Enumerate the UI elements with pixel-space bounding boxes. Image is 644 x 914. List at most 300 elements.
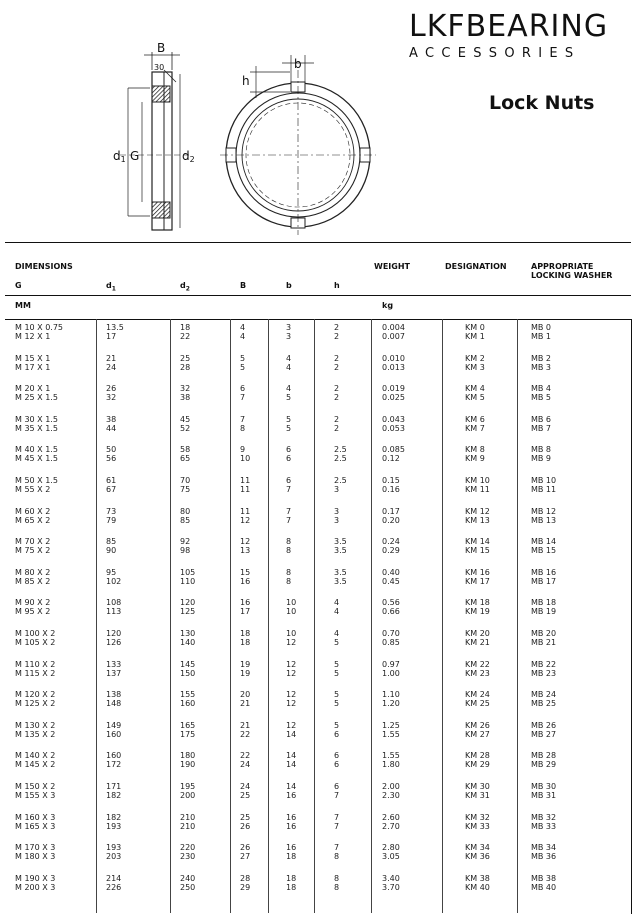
cell-weight: 0.17 [382,506,400,516]
cell-washer: MB 21 [531,638,557,647]
table-row [5,751,631,777]
cell-B: 19 [240,659,251,669]
cell-washer: MB 18 [531,598,557,608]
cell-washer: MB 16 [531,567,557,577]
cell-b: 16 [286,821,297,831]
cell-thread: M 200 X 3 [15,882,56,892]
cell-designation: KM 27 [465,729,490,739]
cell-B: 13 [240,546,251,556]
cell-washer: MB 15 [531,546,557,556]
cell-thread: M 110 X 2 [15,659,56,669]
cell-washer: MB 25 [531,699,557,709]
cell-weight: 0.007 [382,332,405,341]
cell-h: 2 [334,353,340,363]
cell-b: 12 [286,659,297,669]
cell-thread: M 35 X 1.5 [15,423,58,433]
cell-B: 15 [240,567,251,577]
cell-designation: KM 3 [465,362,485,372]
cell-designation: KM 24 [465,690,490,700]
cell-washer: MB 29 [531,760,557,770]
cell-thread: M 50 X 1.5 [15,476,58,485]
cell-weight: 0.15 [382,476,400,485]
cell-B: 5 [240,353,246,363]
cell-d2: 210 [180,821,196,831]
cell-d1: 203 [106,852,122,862]
cell-b: 5 [286,393,292,403]
cell-B: 25 [240,791,251,800]
cell-d1: 79 [106,515,117,525]
cell-b: 7 [286,485,292,494]
cell-d2: 45 [180,414,191,424]
cell-designation: KM 34 [465,843,490,853]
drawing-label-angle: 30 [154,63,165,72]
cell-designation: KM 29 [465,760,490,770]
cell-d2: 120 [180,598,196,608]
cell-washer: MB 33 [531,821,557,831]
cell-thread: M 165 X 3 [15,821,56,831]
cell-d2: 195 [180,782,196,791]
cell-B: 22 [240,751,251,761]
cell-h: 7 [334,812,340,822]
cell-designation: KM 26 [465,720,490,730]
cell-d1: 44 [106,423,117,433]
cell-d1: 13.5 [106,323,124,332]
cell-d1: 24 [106,362,117,372]
cell-d2: 200 [180,791,196,800]
cell-designation: KM 17 [465,576,490,586]
cell-B: 8 [240,423,246,433]
cell-thread: M 120 X 2 [15,690,56,700]
cell-b: 3 [286,323,292,332]
cell-thread: M 160 X 3 [15,812,56,822]
cell-B: 24 [240,782,251,791]
drawing-label-h: h [242,74,250,88]
cell-b: 12 [286,638,297,647]
cell-d1: 172 [106,760,122,770]
header-h: h [334,281,340,290]
cell-b: 8 [286,567,292,577]
cell-h: 5 [334,659,340,669]
cell-thread: M 20 X 1 [15,384,51,394]
cell-b: 12 [286,720,297,730]
cell-designation: KM 14 [465,537,490,547]
cell-designation: KM 20 [465,629,490,638]
cell-washer: MB 19 [531,607,557,617]
cell-b: 10 [286,598,297,608]
cell-d1: 67 [106,485,117,494]
cell-thread: M 10 X 0.75 [15,323,64,332]
cell-washer: MB 9 [531,454,552,464]
cell-designation: KM 13 [465,515,490,525]
cell-d2: 150 [180,668,196,678]
cell-h: 6 [334,751,340,761]
table-row [5,874,631,900]
cell-h: 7 [334,821,340,831]
cell-weight: 1.55 [382,729,400,739]
cell-B: 22 [240,729,251,739]
cell-washer: MB 11 [531,485,557,494]
cell-weight: 0.56 [382,598,400,608]
table-row [5,323,631,349]
cell-designation: KM 31 [465,791,490,800]
header-washer-line2: LOCKING WASHER [531,271,613,280]
cell-b: 18 [286,852,297,862]
cell-washer: MB 26 [531,720,557,730]
cell-washer: MB 40 [531,882,557,892]
cell-d2: 70 [180,476,191,485]
cell-designation: KM 9 [465,454,485,464]
cell-h: 6 [334,782,340,791]
cell-thread: M 100 X 2 [15,629,56,638]
cell-b: 8 [286,537,292,547]
cell-b: 4 [286,362,292,372]
cell-B: 4 [240,332,246,341]
cell-d1: 226 [106,882,122,892]
cell-washer: MB 24 [531,690,557,700]
cell-designation: KM 6 [465,414,485,424]
cell-washer: MB 20 [531,629,557,638]
table-row [5,690,631,716]
cell-designation: KM 18 [465,598,490,608]
table-row [5,721,631,747]
header-divider [5,295,631,296]
lock-nut-table [5,242,631,913]
cell-designation: KM 16 [465,567,490,577]
table-row [5,629,631,655]
cell-B: 12 [240,515,251,525]
cell-designation: KM 40 [465,882,490,892]
cell-weight: 2.80 [382,843,400,853]
cell-d1: 171 [106,782,122,791]
cell-h: 3 [334,515,340,525]
cell-designation: KM 32 [465,812,490,822]
cell-d2: 155 [180,690,196,700]
cell-weight: 3.70 [382,882,400,892]
cell-weight: 0.20 [382,515,400,525]
cell-weight: 0.010 [382,353,405,363]
drawing-label-B: B [157,41,166,55]
cell-d1: 113 [106,607,122,617]
cell-B: 17 [240,607,251,617]
cell-B: 25 [240,812,251,822]
cell-d1: 148 [106,699,122,709]
cell-h: 4 [334,629,340,638]
cell-thread: M 65 X 2 [15,515,51,525]
cell-d2: 25 [180,353,191,363]
cell-designation: KM 25 [465,699,490,709]
cell-B: 10 [240,454,251,464]
cell-d2: 145 [180,659,196,669]
cell-b: 10 [286,629,297,638]
brand-subtitle: ACCESSORIES [409,46,581,61]
cell-thread: M 135 X 2 [15,729,56,739]
cell-h: 8 [334,873,340,883]
cell-thread: M 30 X 1.5 [15,414,58,424]
cell-washer: MB 13 [531,515,557,525]
cell-d1: 133 [106,659,122,669]
cell-h: 5 [334,699,340,709]
cell-d2: 52 [180,423,191,433]
cell-b: 18 [286,882,297,892]
cell-d2: 160 [180,699,196,709]
cell-thread: M 105 X 2 [15,638,56,647]
cell-thread: M 95 X 2 [15,607,51,617]
cell-d1: 21 [106,353,117,363]
header-weight: WEIGHT [374,262,410,271]
lock-nut-technical-drawing [100,30,390,235]
cell-d2: 180 [180,751,196,761]
cell-weight: 3.40 [382,873,400,883]
cell-washer: MB 10 [531,476,557,485]
cell-washer: MB 32 [531,812,557,822]
cell-B: 20 [240,690,251,700]
cell-d2: 22 [180,332,191,341]
cell-d1: 38 [106,414,117,424]
drawing-label-G: G [130,149,140,163]
table-row [5,476,631,502]
table-row [5,843,631,869]
cell-h: 2.5 [334,445,347,455]
cell-b: 8 [286,576,292,586]
cell-weight: 2.60 [382,812,400,822]
cell-washer: MB 5 [531,393,552,403]
cell-h: 2.5 [334,476,347,485]
cell-washer: MB 23 [531,668,557,678]
header-designation: DESIGNATION [445,262,507,271]
cell-b: 5 [286,414,292,424]
cell-b: 4 [286,353,292,363]
cell-d1: 160 [106,729,122,739]
cell-designation: KM 38 [465,873,490,883]
drawing-label-b: b [294,57,302,71]
cell-d1: 56 [106,454,117,464]
cell-weight: 1.25 [382,720,400,730]
cell-b: 6 [286,476,292,485]
cell-weight: 0.12 [382,454,400,464]
cell-h: 2 [334,384,340,394]
cell-h: 3.5 [334,537,347,547]
cell-designation: KM 11 [465,485,490,494]
cell-d1: 108 [106,598,122,608]
cell-d2: 32 [180,384,191,394]
cell-b: 14 [286,760,297,770]
cell-weight: 0.66 [382,607,400,617]
cell-weight: 0.085 [382,445,405,455]
cell-h: 6 [334,729,340,739]
cell-thread: M 45 X 1.5 [15,454,58,464]
table-row [5,782,631,808]
cell-h: 6 [334,760,340,770]
cell-designation: KM 19 [465,607,490,617]
cell-d2: 110 [180,576,196,586]
cell-washer: MB 34 [531,843,557,853]
cell-d1: 102 [106,576,122,586]
cell-weight: 1.10 [382,690,400,700]
cell-h: 8 [334,882,340,892]
cell-d1: 32 [106,393,117,403]
cell-washer: MB 2 [531,353,552,363]
cell-weight: 0.053 [382,423,405,433]
unit-kg: kg [382,301,394,310]
cell-weight: 2.00 [382,782,400,791]
header-washer-line1: APPROPRIATE [531,262,594,271]
cell-weight: 0.019 [382,384,405,394]
cell-h: 5 [334,638,340,647]
cell-d2: 18 [180,323,191,332]
cell-designation: KM 23 [465,668,490,678]
cell-d1: 149 [106,720,122,730]
cell-weight: 1.00 [382,668,400,678]
cell-B: 11 [240,506,251,516]
cell-washer: MB 4 [531,384,552,394]
cell-b: 7 [286,515,292,525]
header-G: G [15,281,22,290]
cell-d2: 92 [180,537,191,547]
cell-h: 3.5 [334,567,347,577]
table-row [5,660,631,686]
cell-b: 6 [286,445,292,455]
cell-washer: MB 28 [531,751,557,761]
cell-thread: M 70 X 2 [15,537,51,547]
cell-B: 29 [240,882,251,892]
cell-h: 2.5 [334,454,347,464]
cell-d1: 193 [106,821,122,831]
cell-B: 7 [240,393,246,403]
cell-d2: 28 [180,362,191,372]
drawing-label-d1: d1 [113,149,126,164]
cell-thread: M 130 X 2 [15,720,56,730]
cell-thread: M 80 X 2 [15,567,51,577]
cell-d2: 65 [180,454,191,464]
cell-d2: 130 [180,629,196,638]
cell-B: 21 [240,720,251,730]
cell-B: 11 [240,476,251,485]
cell-h: 2 [334,423,340,433]
cell-h: 3 [334,506,340,516]
cell-washer: MB 14 [531,537,557,547]
cell-designation: KM 33 [465,821,490,831]
cell-weight: 2.30 [382,791,400,800]
cell-b: 14 [286,729,297,739]
cell-B: 5 [240,362,246,372]
cell-weight: 2.70 [382,821,400,831]
header-B: B [240,281,247,290]
cell-B: 19 [240,668,251,678]
unit-mm: MM [15,301,31,310]
cell-d1: 193 [106,843,122,853]
cell-h: 3.5 [334,546,347,556]
cell-d1: 90 [106,546,117,556]
cell-B: 26 [240,821,251,831]
cell-h: 8 [334,852,340,862]
cell-B: 18 [240,629,251,638]
cell-b: 12 [286,699,297,709]
cell-h: 5 [334,668,340,678]
cell-h: 2 [334,393,340,403]
table-row [5,813,631,839]
cell-B: 24 [240,760,251,770]
cell-designation: KM 7 [465,423,485,433]
cell-thread: M 40 X 1.5 [15,445,58,455]
brand-logo [409,10,644,62]
cell-designation: KM 1 [465,332,485,341]
cell-d2: 175 [180,729,196,739]
cell-h: 3 [334,485,340,494]
header-d2: $d_2$ [180,281,190,293]
cell-d1: 126 [106,638,122,647]
cell-d1: 214 [106,873,122,883]
cell-designation: KM 12 [465,506,490,516]
side-view [120,52,192,230]
cell-b: 16 [286,843,297,853]
cell-weight: 0.16 [382,485,400,494]
cell-weight: 0.29 [382,546,400,556]
cell-weight: 0.043 [382,414,405,424]
cell-b: 16 [286,791,297,800]
cell-washer: MB 1 [531,332,552,341]
cell-d2: 105 [180,567,196,577]
cell-thread: M 85 X 2 [15,576,51,586]
cell-washer: MB 31 [531,791,557,800]
cell-B: 27 [240,852,251,862]
cell-washer: MB 27 [531,729,557,739]
cell-h: 2 [334,323,340,332]
cell-weight: 3.05 [382,852,400,862]
brand-name: LKFBEARING [409,9,609,44]
table-row [5,384,631,410]
cell-designation: KM 8 [465,445,485,455]
cell-designation: KM 15 [465,546,490,556]
cell-washer: MB 6 [531,414,552,424]
cell-thread: M 180 X 3 [15,852,56,862]
cell-d2: 240 [180,873,196,883]
cell-b: 7 [286,506,292,516]
cell-B: 7 [240,414,246,424]
table-row [5,354,631,380]
cell-washer: MB 0 [531,323,552,332]
cell-designation: KM 30 [465,782,490,791]
cell-B: 9 [240,445,246,455]
table-row [5,445,631,471]
cell-thread: M 12 X 1 [15,332,51,341]
cell-b: 14 [286,751,297,761]
cell-b: 16 [286,812,297,822]
table-row [5,507,631,533]
cell-d1: 95 [106,567,117,577]
cell-d1: 73 [106,506,117,516]
cell-thread: M 17 X 1 [15,362,51,372]
cell-d2: 80 [180,506,191,516]
cell-washer: MB 17 [531,576,557,586]
cell-washer: MB 3 [531,362,552,372]
cell-weight: 1.80 [382,760,400,770]
cell-B: 26 [240,843,251,853]
cell-washer: MB 12 [531,506,557,516]
cell-h: 2 [334,414,340,424]
cell-d2: 85 [180,515,191,525]
cell-thread: M 150 X 2 [15,782,56,791]
cell-weight: 0.004 [382,323,405,332]
cell-b: 3 [286,332,292,341]
cell-thread: M 125 X 2 [15,699,56,709]
cell-designation: KM 0 [465,323,485,332]
cell-h: 4 [334,607,340,617]
cell-d2: 220 [180,843,196,853]
cell-weight: 0.24 [382,537,400,547]
cell-h: 3.5 [334,576,347,586]
cell-washer: MB 30 [531,782,557,791]
cell-d1: 137 [106,668,122,678]
